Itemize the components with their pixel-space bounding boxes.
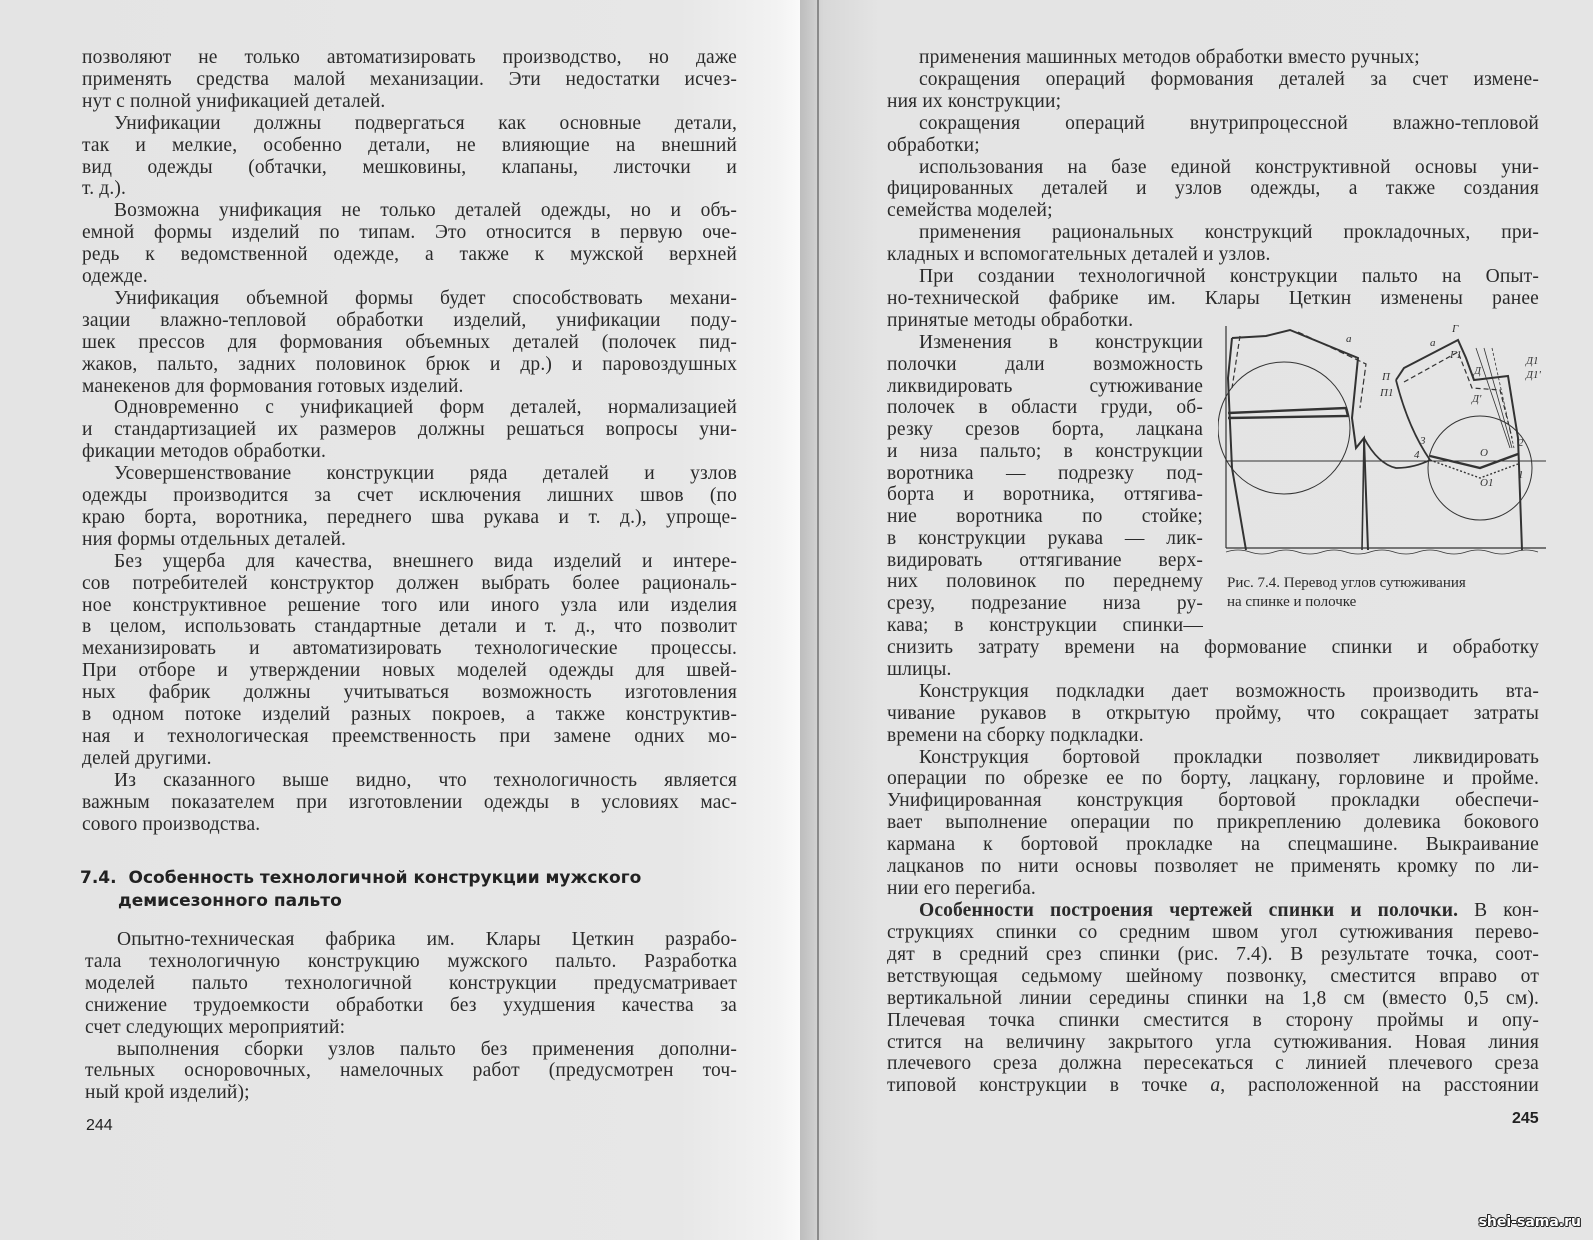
label-p: П	[1382, 371, 1390, 383]
text-line: Возможна унификация не только деталей одежды, но и объ-	[114, 200, 737, 222]
text-line: Опытно-техническая фабрика им. Клары Цеткин разрабо-	[117, 929, 737, 950]
section-title-line1: Особенность технологичной конструкции мужского	[128, 868, 642, 888]
text-line: вертикальной линии середины спинки на 1,8 см (вместо 0,5 см).	[887, 987, 1539, 1009]
figure-caption-line1: Рис. 7.4. Перевод углов сутюживания	[1227, 575, 1466, 591]
page-number-right: 245	[1512, 1110, 1539, 1127]
text-line: сокращения операций внутрипроцессной влажно-тепловой	[919, 112, 1539, 134]
text-line: моделей пальто технологичной конструкции предусматривает	[85, 972, 737, 994]
text-line: выполнения сборки узлов пальто без применения дополни-	[117, 1038, 737, 1060]
text-line: применения машинных методов обработки вместо ручных;	[919, 47, 1420, 68]
label-3: 3	[1420, 435, 1426, 447]
book-gutter	[817, 0, 819, 1240]
text-line: дят в средний срез спинки (рис. 7.4). В результате точка, соот-	[887, 943, 1539, 965]
text-line: шлицы.	[887, 658, 952, 680]
label-d1: Д1	[1526, 355, 1539, 367]
text-line: т. д.).	[82, 178, 127, 200]
text-line: вает выполнение операции по прикреплению долевика бокового	[887, 812, 1539, 834]
label-d1-prime: Д1'	[1526, 369, 1541, 381]
armhole-curve	[1364, 380, 1430, 468]
back-dart	[1228, 408, 1348, 418]
text-line: Плечевая точка спинки сместится в сторону проймы и опу-	[887, 1009, 1539, 1031]
text-line: кармана к бортовой прокладке на спецмашине. Выкраивание	[887, 834, 1539, 856]
text-line: применения рациональных конструкций прокладочных, при-	[919, 222, 1539, 244]
text-line: плечевого среза должна пересекаться с линией плечевого среза	[887, 1053, 1539, 1075]
text-line: ный крой изделий);	[85, 1082, 250, 1104]
text-line: Унифицированная конструкция бортовой прокладки обеспечи-	[887, 790, 1539, 812]
text-line: снижение трудоемкости обработки без ухудшения качества за	[85, 994, 737, 1016]
back-outline	[1232, 330, 1368, 550]
text-line: При создании технологичной конструкции пальто на Опыт-	[919, 266, 1539, 287]
text-line: редь к ведомственной одежде, а также к мужской верхней	[82, 244, 737, 266]
bold-subheading: Особенности построения чертежей спинки и полочки.	[919, 900, 1459, 921]
text-line: Из сказанного выше видно, что технологичность является	[114, 769, 737, 791]
text-line: воротника — подрезку под-	[887, 462, 1203, 484]
section-number: 7.4.	[80, 868, 117, 888]
label-a-front: а	[1430, 337, 1436, 349]
text-line: важным показателем при изготовлении одежды в условиях мас-	[82, 791, 737, 813]
text-line: Изменения в конструкции	[919, 332, 1203, 353]
text-line: и стандартизацией их размеров должны решаться вопросы уни-	[82, 419, 737, 441]
text-line: струкциях спинки со средним швом угол сутюживания перево-	[887, 922, 1539, 943]
text-line: полочек в области груди, об-	[887, 397, 1203, 419]
label-a-back: а	[1346, 333, 1352, 345]
text-line: операции по обрезке ее по борту, лацкану, горловине и пройме.	[887, 768, 1539, 790]
text-line: сового производства.	[82, 813, 261, 835]
text-line: Конструкция бортовой прокладки позволяет ликвидировать	[919, 746, 1539, 768]
wavy-cut-line	[1226, 550, 1538, 554]
text-line: нии его перегиба.	[887, 877, 1036, 899]
text-line: ных фабрик должны учитываться возможность изготовления	[82, 682, 737, 704]
figure-caption-line2: на спинке и полочке	[1227, 594, 1357, 610]
text-line: них половинок по переднему	[887, 571, 1203, 593]
text-line: зации влажно-тепловой обработки изделий, унификации поду-	[82, 309, 737, 331]
text-line: сов потребителей конструктор должен выбрать более рациональ-	[82, 572, 737, 594]
label-o: О	[1480, 447, 1488, 459]
text-line: счет следующих мероприятий:	[85, 1016, 346, 1038]
text-line: Конструкция подкладки дает возможность производить вта-	[919, 680, 1539, 702]
text-line: стится на величину закрытого угла сутюживания. Новая линия	[887, 1031, 1539, 1053]
label-o1: О1	[1480, 477, 1494, 489]
text-line: обработки;	[887, 134, 980, 156]
text-line: времени на сборку подкладки.	[887, 724, 1144, 746]
text-line: полочки дали возможность	[887, 353, 1203, 375]
text-line: ние воротника по стойке;	[887, 506, 1203, 527]
text-line: чивание рукавов в открытую пройму, что сокращает затраты	[887, 702, 1539, 724]
text-line: и низа пальто; в конструкции	[887, 440, 1203, 462]
text-line: шек прессов для формования объемных деталей (полочек пид-	[82, 331, 737, 353]
figure-7-4-pattern-diagram	[1218, 318, 1546, 556]
text-line: фикации методов обработки.	[82, 441, 326, 463]
text-line: ния формы отдельных деталей.	[82, 528, 347, 550]
text-line: нут с полной унификацией деталей.	[82, 90, 386, 112]
text-line: принятые методы обработки.	[887, 309, 1134, 331]
text-line: тала технологичную конструкцию мужского пальто. Разработка	[85, 950, 737, 972]
text-line: Унификация объемной формы будет способствовать механи-	[114, 287, 737, 309]
label-4: 4	[1414, 449, 1420, 461]
text-line: вид одежды (обтачки, мешковины, клапаны, листочки и	[82, 156, 737, 178]
text-line: Одновременно с унификацией форм деталей, нормализацией	[114, 397, 737, 419]
label-d-prime: Д'	[1472, 393, 1482, 405]
text-line: снизить затрату времени на формование спинки и обработку	[887, 637, 1539, 658]
text-line: в целом, использовать стандартные детали и т. д., что позволит	[82, 616, 737, 638]
label-2: 2	[1518, 437, 1524, 449]
text-line: ное конструктивное решение того или иного узла или изделия	[82, 594, 737, 616]
text-line: фицированных деталей и узлов одежды, а также создания	[887, 178, 1539, 200]
text-line: одежды производится за счет исключения лишних швов (по	[82, 485, 737, 506]
back-center-seam	[1228, 338, 1246, 550]
text-line: краю борта, воротника, переднего шва рукава и т. д.), упроще-	[82, 506, 737, 528]
text-segment: типовой конструкции в точке	[887, 1075, 1211, 1097]
text-line: использования на базе единой конструктивной основы уни-	[919, 156, 1539, 178]
text-line: ная и технологическая преемственность при замене одних мо-	[82, 725, 737, 747]
bold-lead-line	[919, 900, 1539, 922]
text-line: в конструкции рукава — лик-	[887, 527, 1203, 549]
text-line-last	[887, 1075, 1539, 1097]
text-line: Унификации должны подвергаться как основные детали,	[114, 112, 737, 134]
text-line: резку срезов борта, лацкана	[887, 419, 1203, 440]
text-line: механизировать и автоматизировать технологические процессы.	[82, 638, 737, 660]
text-line: ния их конструкции;	[887, 90, 1062, 112]
text-line: но-технической фабрике им. Клары Цеткин изменены ранее	[887, 287, 1539, 309]
page-number-left: 244	[86, 1117, 113, 1134]
text-line: одежде.	[82, 266, 148, 287]
text-segment: , расположенной на расстоянии	[1220, 1075, 1539, 1097]
front-outline	[1396, 340, 1522, 550]
watermark: shei-sama.ru	[1478, 1214, 1581, 1230]
text-line: жаков, пальто, задних половинок брюк и др.) и паровоздушных	[82, 353, 737, 375]
text-line: ветствующая седьмому шейному позвонку, сместится вправо от	[887, 965, 1539, 987]
text-line: При отборе и утверждении новых моделей одежды для швей-	[82, 660, 737, 682]
text-line: применять средства малой механизации. Эти недостатки исчез-	[82, 68, 737, 90]
text-line: в одном потоке изделий разных покроев, а также конструктив-	[82, 704, 737, 725]
back-circle	[1218, 362, 1350, 494]
section-title-line2: демисезонного пальто	[118, 891, 342, 911]
section-heading-line2	[118, 889, 342, 913]
label-g: Г	[1452, 323, 1459, 335]
text-line: позволяют не только автоматизировать производство, но даже	[82, 47, 737, 68]
front-dart-lower	[1430, 460, 1518, 478]
label-p1: П1	[1380, 387, 1394, 399]
text-line: Без ущерба для качества, внешнего вида изделий и интере-	[114, 550, 737, 572]
text-line: лацканов по нити основы позволяет не применять кромку по ли-	[887, 856, 1539, 877]
text-line: емной формы изделий по типам. Это относится в первую оче-	[82, 222, 737, 244]
text-line: срезу, подрезание низа ру-	[887, 593, 1203, 614]
text-line: тельных осноровочных, намелочных работ (предусмотрен точ-	[85, 1060, 737, 1082]
text-line: кава; в конструкции спинки—	[887, 614, 1203, 636]
label-1: 1	[1518, 469, 1524, 481]
text-line: делей другими.	[82, 747, 212, 769]
text-line: манекенов для формования готовых изделий.	[82, 375, 464, 397]
section-heading-line1	[80, 866, 641, 890]
text-line: видировать оттягивание верх-	[887, 549, 1203, 571]
text-line: ликвидировать сутюживание	[887, 375, 1203, 397]
point-a-italic: а	[1210, 1075, 1221, 1097]
text-line: сокращения операций формования деталей за счет измене-	[919, 68, 1539, 90]
text-line: так и мелкие, особенно детали, не влияющие на внешний	[82, 134, 737, 156]
label-g1: Г1	[1450, 349, 1462, 361]
text-line: семейства моделей;	[887, 200, 1053, 222]
bold-lead-rest: В кон-	[1458, 900, 1539, 921]
text-line: борта и воротника, оттягива-	[887, 484, 1203, 506]
text-line: Усовершенствование конструкции ряда деталей и узлов	[114, 463, 737, 485]
text-line: кладных и вспомогательных деталей и узлов.	[887, 244, 1271, 266]
label-d: Д	[1474, 365, 1481, 377]
